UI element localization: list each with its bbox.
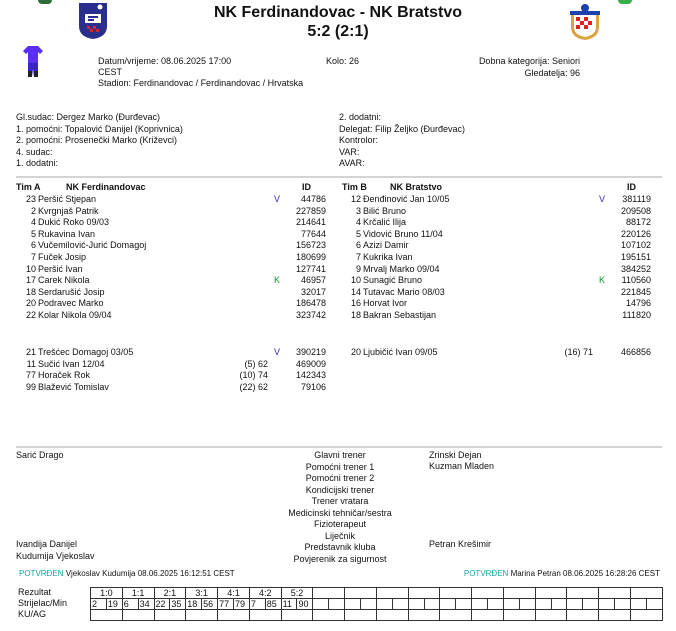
player-row bbox=[18, 370, 338, 382]
player-number: 23 bbox=[25, 194, 36, 204]
player-id: 469009 bbox=[295, 358, 326, 369]
score-cell bbox=[599, 588, 631, 599]
player-number: 3 bbox=[355, 205, 361, 216]
score-cell bbox=[440, 588, 472, 599]
scorer-cell: 2 bbox=[91, 599, 107, 610]
team-b-name: NK Bratstvo bbox=[390, 182, 443, 192]
player-id: 142343 bbox=[295, 370, 326, 381]
player-number: 4 bbox=[30, 217, 36, 228]
official-referee: Gl.sudac: Dergez Marko (Đurđevac) bbox=[16, 112, 161, 122]
minute-cell: 90 bbox=[297, 599, 313, 610]
player-number: 16 bbox=[350, 298, 361, 309]
player-number: 99 bbox=[25, 381, 36, 392]
confirmation-home bbox=[19, 568, 235, 580]
away-club-rep: Petran Krešimir bbox=[429, 539, 492, 549]
official-fourth: 4. sudac: bbox=[16, 146, 53, 157]
confirmation-away-status: POTVRĐEN bbox=[463, 569, 509, 578]
confirmation-away bbox=[464, 568, 660, 580]
player-number: 18 bbox=[350, 310, 361, 320]
player-row bbox=[343, 264, 663, 276]
results-kuag-row bbox=[91, 610, 663, 621]
player-name: Sunagić Bruno bbox=[363, 275, 423, 286]
separator-lineups bbox=[16, 176, 662, 178]
minute-cell bbox=[361, 599, 377, 610]
match-title: NK Ferdinandovac - NK Bratstvo bbox=[213, 4, 463, 21]
player-row bbox=[343, 252, 663, 264]
minute-cell bbox=[615, 599, 631, 610]
player-name: Horvat Ivor bbox=[363, 298, 408, 309]
player-name: Vučemilović-Jurić Domagoj bbox=[38, 240, 147, 251]
minute-cell bbox=[583, 599, 599, 610]
kuag-cell bbox=[535, 610, 567, 621]
player-row bbox=[18, 206, 338, 218]
minute-cell bbox=[519, 599, 535, 610]
player-number: 6 bbox=[30, 240, 36, 251]
player-row bbox=[343, 298, 663, 310]
substitution-info: (5) 62 bbox=[244, 358, 268, 369]
player-id: 110560 bbox=[621, 275, 651, 286]
score-cell: 4:2 bbox=[249, 588, 281, 599]
player-name: Tutavac Mario 08/03 bbox=[363, 286, 445, 297]
player-number: 7 bbox=[355, 252, 361, 262]
results-score-row bbox=[91, 588, 663, 599]
player-row bbox=[18, 359, 338, 371]
kuag-cell bbox=[91, 610, 123, 621]
match-stadium: Stadion: Ferdinandovac / Ferdinandovac / Hrvatska bbox=[98, 78, 304, 88]
player-number: 12 bbox=[350, 194, 361, 204]
player-number: 5 bbox=[30, 228, 36, 239]
player-id: 214641 bbox=[295, 217, 326, 228]
player-name: Dukić Roko 09/03 bbox=[38, 217, 110, 228]
confirmation-home-status: POTVRĐEN bbox=[19, 569, 64, 578]
goalkeeper-marker: V bbox=[273, 347, 280, 357]
label-result: Rezultat bbox=[18, 587, 52, 597]
player-name: Podravec Marko bbox=[38, 298, 104, 309]
scorer-cell bbox=[376, 599, 392, 610]
player-id: 390219 bbox=[295, 347, 326, 357]
player-id: 44786 bbox=[300, 194, 326, 204]
player-number: 21 bbox=[25, 347, 36, 357]
player-number: 22 bbox=[25, 310, 36, 320]
score-cell: 3:1 bbox=[186, 588, 218, 599]
player-name: Peršić Ivan bbox=[38, 263, 83, 274]
score-cell: 1:1 bbox=[122, 588, 154, 599]
kuag-cell bbox=[218, 610, 250, 621]
role-head-coach: Glavni trener bbox=[314, 450, 366, 460]
player-name: Krčalić Ilija bbox=[363, 217, 407, 228]
substitution-info: (22) 62 bbox=[239, 381, 268, 392]
player-id: 77644 bbox=[300, 228, 326, 239]
match-timezone: CEST bbox=[98, 67, 123, 77]
minute-cell bbox=[488, 599, 504, 610]
away-head-coach: Zrinski Dejan bbox=[429, 450, 482, 460]
scorer-cell bbox=[599, 599, 615, 610]
score-cell: 4:1 bbox=[218, 588, 250, 599]
role-medic: Medicinski tehničar/sestra bbox=[288, 507, 392, 518]
player-name: Vidović Bruno 11/04 bbox=[363, 228, 443, 239]
player-name: Fuček Josip bbox=[38, 252, 87, 262]
score-cell bbox=[472, 588, 504, 599]
home-club-rep: Ivandija Danijel bbox=[16, 539, 78, 549]
player-row bbox=[18, 287, 338, 299]
score-cell bbox=[535, 588, 567, 599]
confirmation-away-text: Marina Petran 08.06.2025 16:28:26 CEST bbox=[510, 569, 660, 578]
official-additional-2: 2. dodatni: bbox=[339, 112, 382, 122]
substitution-info: (16) 71 bbox=[564, 347, 593, 357]
away-assistant-1: Kuzman Mladen bbox=[429, 461, 495, 471]
player-id: 186478 bbox=[295, 298, 326, 309]
scorer-cell bbox=[345, 599, 361, 610]
team-b-label: Tim B bbox=[342, 182, 367, 192]
player-row bbox=[343, 229, 663, 241]
player-id: 127741 bbox=[295, 263, 326, 274]
player-name: Kolar Nikola 09/04 bbox=[38, 310, 112, 320]
player-number: 17 bbox=[25, 275, 36, 286]
official-delegate: Delegat: Filip Željko (Đurđevac) bbox=[339, 123, 466, 134]
score-cell: 1:0 bbox=[91, 588, 123, 599]
player-id: 14796 bbox=[625, 298, 651, 309]
player-number: 20 bbox=[350, 347, 361, 357]
kuag-cell bbox=[281, 610, 313, 621]
role-assistant-2: Pomoćni trener 2 bbox=[305, 473, 375, 483]
player-number: 14 bbox=[350, 286, 361, 297]
scorer-cell bbox=[472, 599, 488, 610]
minute-cell: 79 bbox=[233, 599, 249, 610]
player-row bbox=[343, 194, 663, 206]
scorer-cell: 22 bbox=[154, 599, 170, 610]
results-grid bbox=[90, 587, 663, 621]
substitution-info: (10) 74 bbox=[239, 370, 268, 381]
minute-cell bbox=[392, 599, 408, 610]
results-scorer-row bbox=[91, 599, 663, 610]
age-category: Dobna kategorija: Seniori bbox=[478, 56, 580, 66]
score-cell bbox=[313, 588, 345, 599]
kuag-cell bbox=[186, 610, 218, 621]
official-additional-1: 1. dodatni: bbox=[16, 158, 59, 168]
role-club-rep: Predstavnik kluba bbox=[304, 542, 376, 552]
minute-cell: 35 bbox=[170, 599, 186, 610]
player-id: 79106 bbox=[300, 381, 326, 392]
player-name: Trešćec Domagoj 03/05 bbox=[38, 347, 134, 357]
player-number: 11 bbox=[26, 358, 36, 369]
kuag-cell bbox=[631, 610, 663, 621]
official-assistant-1: 1. pomoćni: Topalović Danijel (Koprivnica) bbox=[16, 123, 183, 134]
score-cell bbox=[408, 588, 440, 599]
player-name: Kukrika Ivan bbox=[363, 252, 413, 262]
player-row bbox=[18, 264, 338, 276]
scorer-cell bbox=[408, 599, 424, 610]
minute-cell bbox=[646, 599, 662, 610]
player-number: 77 bbox=[25, 370, 36, 381]
official-var: VAR: bbox=[339, 146, 360, 157]
player-id: 156723 bbox=[295, 240, 326, 251]
score-cell bbox=[567, 588, 599, 599]
player-row bbox=[343, 206, 663, 218]
minute-cell bbox=[424, 599, 440, 610]
player-number: 18 bbox=[25, 286, 36, 297]
player-number: 6 bbox=[355, 240, 361, 251]
kuag-cell bbox=[599, 610, 631, 621]
team-b-id-header: ID bbox=[627, 182, 636, 192]
player-name: Sučić Ivan 12/04 bbox=[38, 358, 105, 369]
player-row bbox=[18, 240, 338, 252]
player-name: Bakran Sebastijan bbox=[363, 310, 437, 320]
role-physio: Fizioterapeut bbox=[313, 519, 367, 529]
player-row bbox=[18, 229, 338, 241]
player-id: 180699 bbox=[295, 252, 326, 262]
scorer-cell bbox=[440, 599, 456, 610]
player-id: 209508 bbox=[620, 205, 651, 216]
player-id: 466856 bbox=[620, 347, 651, 357]
player-id: 384252 bbox=[620, 263, 651, 274]
player-number: 9 bbox=[355, 263, 361, 274]
role-goalkeeper-coach: Trener vratara bbox=[311, 496, 369, 506]
score-cell bbox=[631, 588, 663, 599]
results-labels bbox=[18, 587, 67, 620]
captain-marker: K bbox=[273, 275, 280, 286]
captain-marker: K bbox=[598, 275, 605, 286]
kuag-cell bbox=[249, 610, 281, 621]
player-row bbox=[343, 310, 663, 322]
home-head-coach: Sarić Drago bbox=[16, 450, 64, 460]
player-id: 111820 bbox=[622, 310, 651, 320]
player-row bbox=[18, 382, 338, 394]
team-a-id-header: ID bbox=[302, 182, 311, 192]
player-row bbox=[343, 240, 663, 252]
kuag-cell bbox=[154, 610, 186, 621]
player-row bbox=[343, 347, 663, 359]
player-name: Carek Nikola bbox=[38, 275, 90, 286]
minute-cell: 85 bbox=[265, 599, 281, 610]
kuag-cell bbox=[408, 610, 440, 621]
player-name: Serdarušić Josip bbox=[38, 286, 105, 297]
player-id: 221845 bbox=[620, 286, 651, 297]
kuag-cell bbox=[567, 610, 599, 621]
player-row bbox=[18, 252, 338, 264]
kuag-cell bbox=[472, 610, 504, 621]
scorer-cell: 77 bbox=[218, 599, 234, 610]
player-row bbox=[18, 217, 338, 229]
player-number: 10 bbox=[350, 275, 361, 286]
score-cell: 2:1 bbox=[154, 588, 186, 599]
match-round: Kolo: 26 bbox=[326, 56, 360, 66]
scorer-cell bbox=[567, 599, 583, 610]
officials-right bbox=[339, 112, 465, 170]
officials-left bbox=[16, 112, 183, 170]
label-scorer-min: Strijelac/Min bbox=[18, 598, 68, 608]
scorer-cell bbox=[631, 599, 647, 610]
player-row bbox=[18, 298, 338, 310]
player-number: 4 bbox=[355, 217, 361, 228]
player-number: 7 bbox=[30, 252, 36, 262]
player-name: Kvrgnjaš Patrik bbox=[38, 205, 99, 216]
player-name: Blažević Tomislav bbox=[38, 381, 109, 392]
player-row bbox=[18, 275, 338, 287]
player-id: 195151 bbox=[620, 252, 651, 262]
match-datetime: Datum/vrijeme: 08.06.2025 17:00 bbox=[98, 56, 232, 66]
team-a-label: Tim A bbox=[16, 182, 41, 192]
player-name: Azizi Damir bbox=[363, 240, 409, 251]
player-name: Đenđinović Jan 10/05 bbox=[363, 194, 450, 204]
kuag-cell bbox=[122, 610, 154, 621]
player-number: 10 bbox=[25, 263, 36, 274]
official-assistant-2: 2. pomoćni: Prosenečki Marko (Križevci) bbox=[16, 135, 178, 145]
minute-cell bbox=[329, 599, 345, 610]
team-a-name: NK Ferdinandovac bbox=[66, 182, 146, 192]
score-cell bbox=[345, 588, 377, 599]
official-avar: AVAR: bbox=[339, 158, 365, 168]
match-score: 5:2 (2:1) bbox=[307, 23, 369, 40]
scorer-cell bbox=[313, 599, 329, 610]
player-name: Peršić Stjepan bbox=[38, 194, 97, 204]
kuag-cell bbox=[503, 610, 535, 621]
player-number: 2 bbox=[30, 205, 36, 216]
role-assistant-1: Pomoćni trener 1 bbox=[305, 461, 375, 472]
player-id: 381119 bbox=[622, 194, 651, 204]
score-cell: 5:2 bbox=[281, 588, 313, 599]
player-id: 88172 bbox=[625, 217, 651, 228]
scorer-cell bbox=[503, 599, 519, 610]
player-row bbox=[343, 287, 663, 299]
player-row bbox=[18, 194, 338, 206]
confirmation-home-text: Vjekoslav Kudumija 08.06.2025 16:12:51 CEST bbox=[65, 569, 235, 578]
goalkeeper-marker: V bbox=[598, 194, 605, 204]
spectators: Gledatelja: 96 bbox=[524, 68, 580, 78]
player-number: 20 bbox=[25, 298, 36, 309]
home-safety-officer: Kudumija Vjekoslav bbox=[16, 551, 95, 561]
scorer-cell bbox=[535, 599, 551, 610]
staff-roles bbox=[250, 450, 430, 565]
scorer-cell: 6 bbox=[122, 599, 138, 610]
kuag-cell bbox=[440, 610, 472, 621]
player-id: 227859 bbox=[295, 205, 326, 216]
official-controller: Kontrolor: bbox=[339, 135, 379, 145]
scorer-cell: 18 bbox=[186, 599, 202, 610]
role-safety-officer: Povjerenik za sigurnost bbox=[293, 553, 387, 564]
kuag-cell bbox=[345, 610, 377, 621]
minute-cell: 19 bbox=[106, 599, 122, 610]
player-number: 5 bbox=[355, 228, 361, 239]
kuag-cell bbox=[313, 610, 345, 621]
scorer-cell: 7 bbox=[249, 599, 265, 610]
player-row bbox=[18, 347, 338, 359]
minute-cell: 56 bbox=[202, 599, 218, 610]
player-name: Ljubičić Ivan 09/05 bbox=[363, 347, 438, 357]
player-id: 323742 bbox=[295, 310, 326, 320]
player-id: 220126 bbox=[620, 228, 651, 239]
label-ku-ag: KU/AG bbox=[18, 609, 47, 619]
player-name: Horaček Rok bbox=[38, 370, 91, 381]
kit-icon bbox=[22, 45, 44, 79]
role-fitness-coach: Kondicijski trener bbox=[305, 484, 375, 495]
minute-cell: 34 bbox=[138, 599, 154, 610]
player-name: Bilić Bruno bbox=[363, 205, 407, 216]
minute-cell bbox=[551, 599, 567, 610]
scorer-cell: 11 bbox=[281, 599, 297, 610]
player-id: 46957 bbox=[300, 275, 326, 286]
kuag-cell bbox=[376, 610, 408, 621]
player-row bbox=[343, 275, 663, 287]
player-id: 32017 bbox=[300, 286, 326, 297]
separator-staff bbox=[16, 446, 662, 448]
goalkeeper-marker: V bbox=[273, 194, 280, 204]
minute-cell bbox=[456, 599, 472, 610]
player-name: Rukavina Ivan bbox=[38, 228, 96, 239]
player-name: Mrvalj Marko 09/04 bbox=[363, 263, 440, 274]
player-id: 107102 bbox=[620, 240, 651, 251]
player-row bbox=[343, 217, 663, 229]
role-doctor: Liječnik bbox=[324, 530, 355, 541]
score-cell bbox=[503, 588, 535, 599]
score-cell bbox=[376, 588, 408, 599]
player-row bbox=[18, 310, 338, 322]
